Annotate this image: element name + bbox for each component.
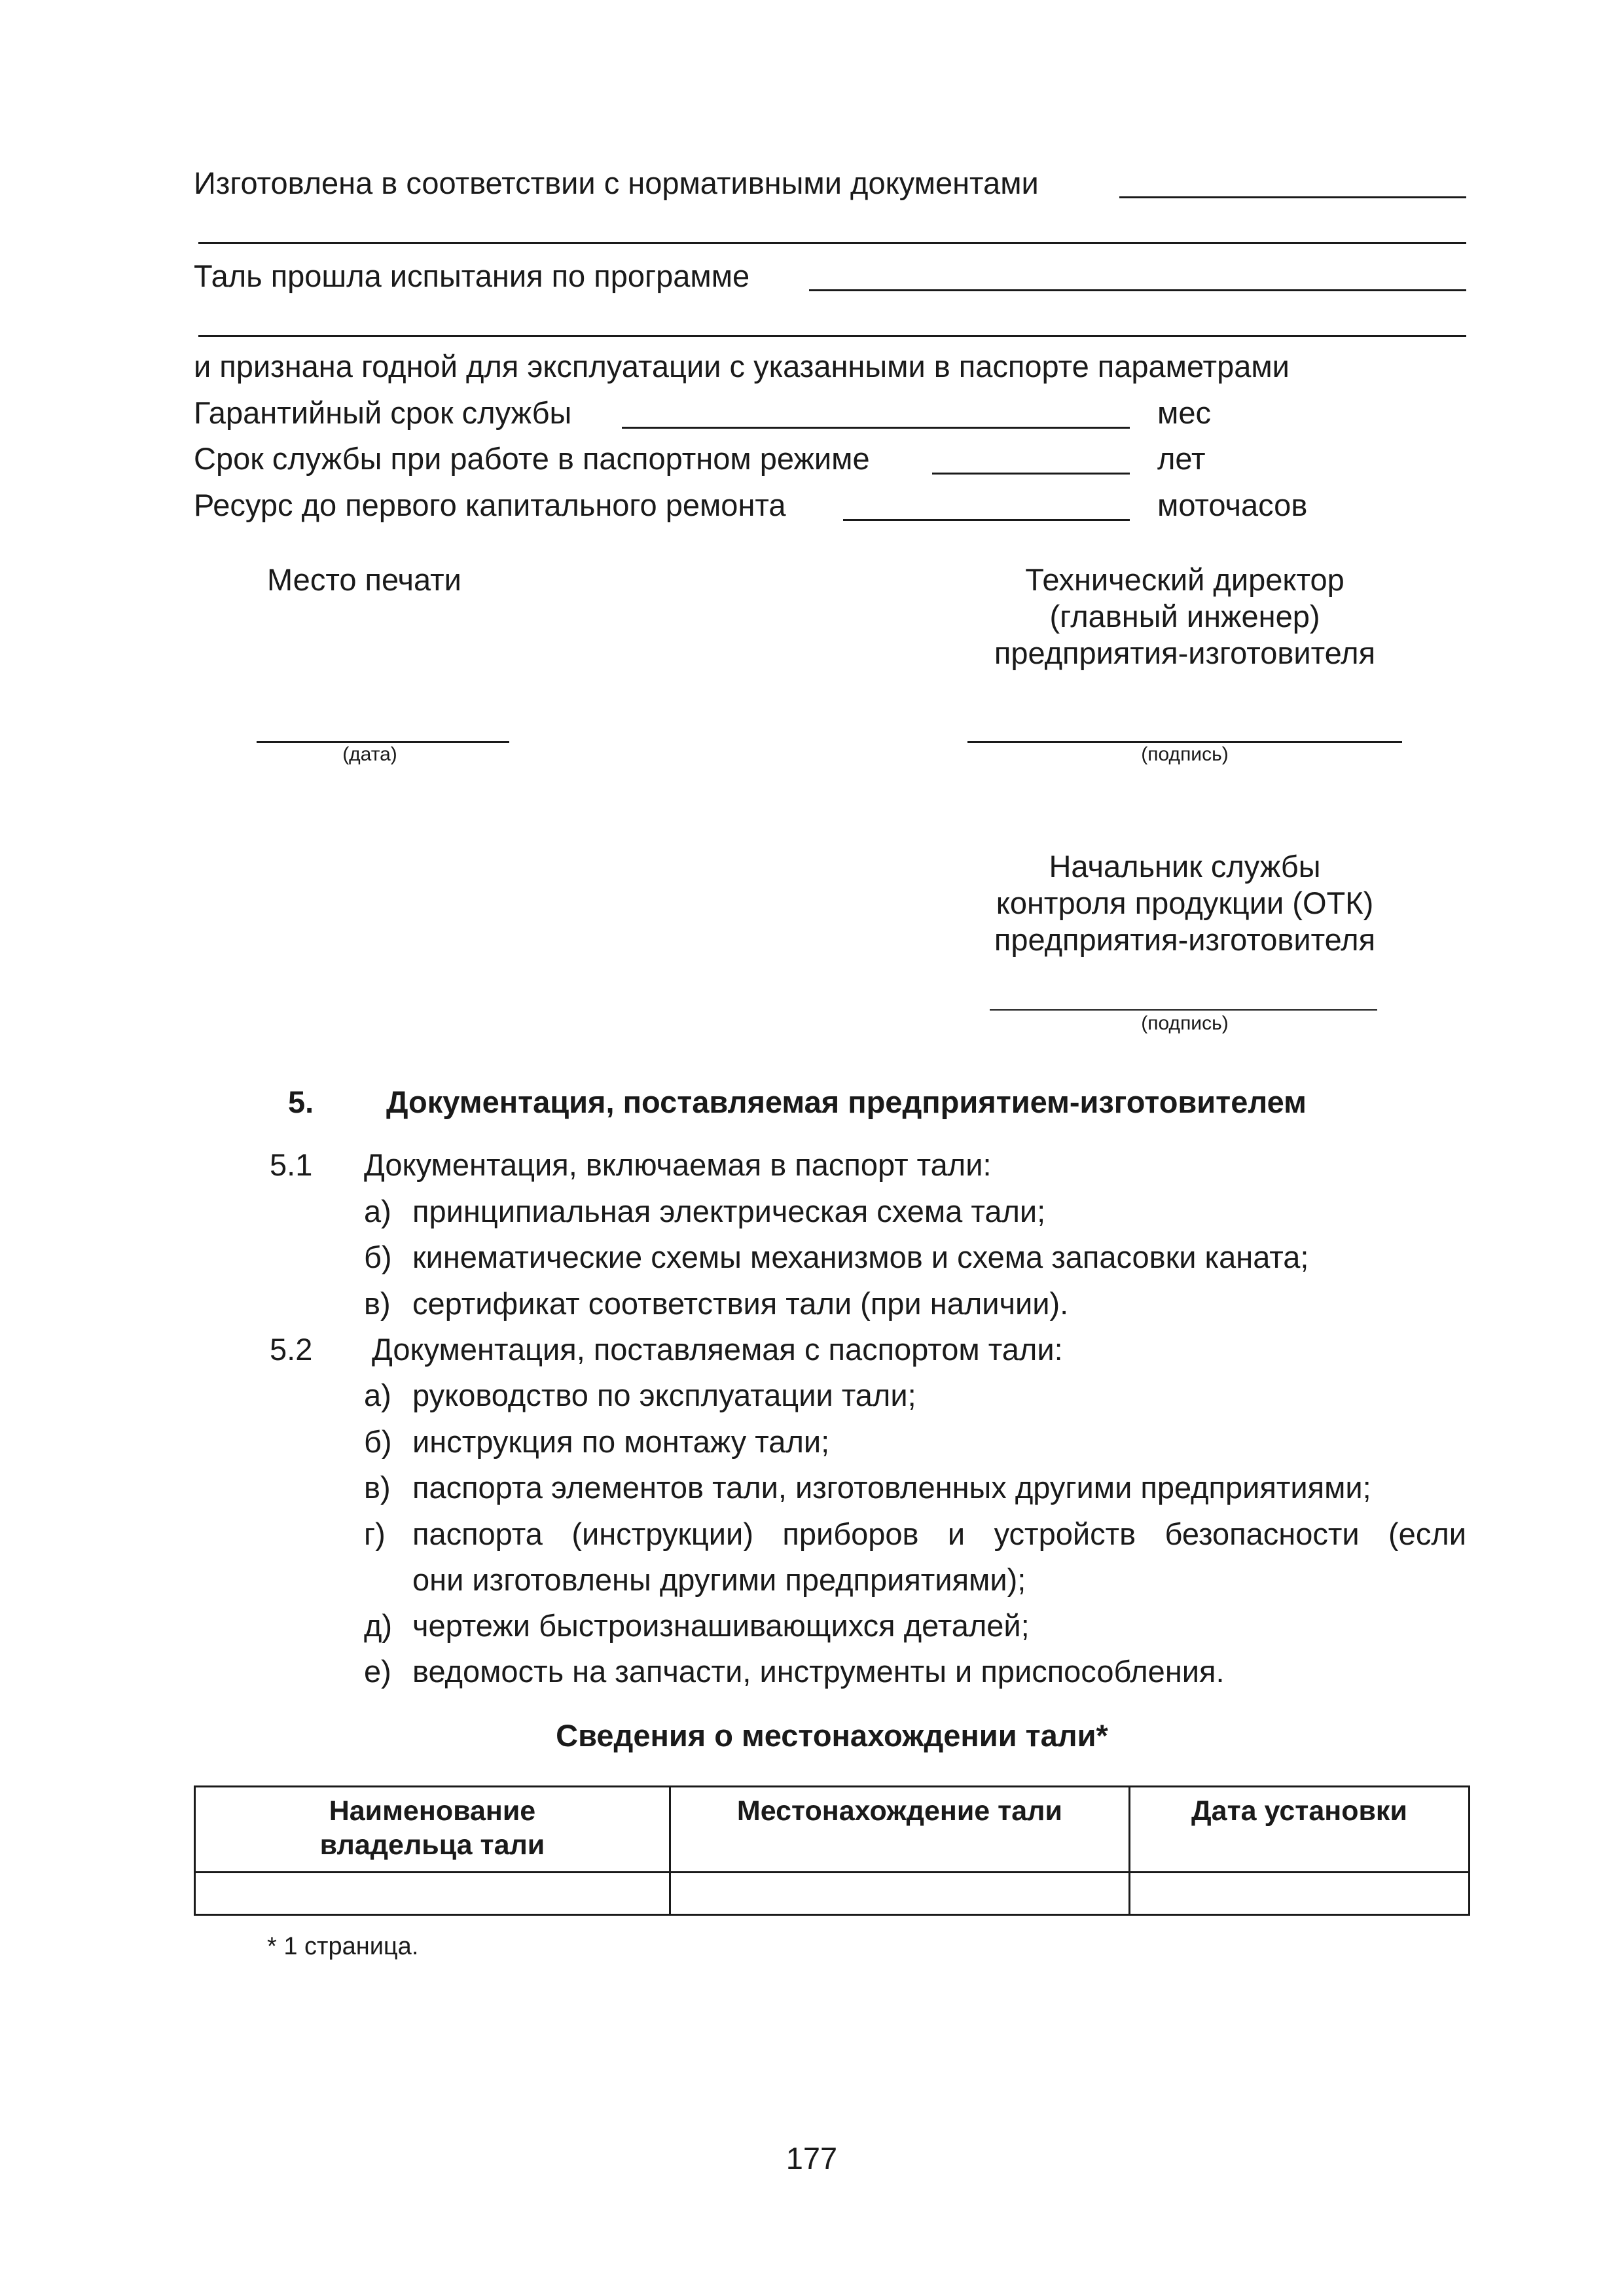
- tech-director-line-2: (главный инженер): [1049, 599, 1320, 634]
- test-program-field-continued[interactable]: [198, 335, 1466, 337]
- list-marker: б): [364, 1424, 392, 1459]
- column-header-location: Местонахождение тали: [670, 1787, 1129, 1873]
- subsection-5-2-title: Документация, поставляемая с паспортом тали:: [372, 1332, 1063, 1367]
- column-header-owner: Наименование владельца тали: [195, 1787, 670, 1873]
- list-marker: г): [364, 1516, 386, 1551]
- list-item: принципиальная электрическая схема тали;: [412, 1194, 1046, 1229]
- list-item: сертификат соответствия тали (при наличии).: [412, 1286, 1069, 1321]
- footnote: * 1 страница.: [267, 1933, 419, 1960]
- manufactured-label: Изготовлена в соответствии с нормативными документами: [194, 166, 1039, 200]
- list-item: паспорта (инструкции) приборов и устройств безопасности (если: [412, 1516, 1466, 1551]
- tech-director-signature-caption: (подпись): [1141, 744, 1229, 765]
- list-marker: д): [364, 1608, 393, 1643]
- list-item-continued: они изготовлены другими предприятиями);: [412, 1562, 1026, 1597]
- list-item: ведомость на запчасти, инструменты и приспособления.: [412, 1654, 1225, 1689]
- resource-unit: моточасов: [1157, 488, 1308, 522]
- service-life-field[interactable]: [932, 473, 1130, 475]
- section-number: 5.: [288, 1085, 314, 1119]
- tested-label: Таль прошла испытания по программе: [194, 259, 750, 293]
- list-marker: в): [364, 1470, 391, 1505]
- table-header-row: [195, 1787, 1470, 1873]
- qc-head-line-3: предприятия-изготовителя: [994, 922, 1376, 957]
- qc-head-line-2: контроля продукции (ОТК): [996, 886, 1374, 920]
- service-life-label: Срок службы при работе в паспортном режиме: [194, 441, 870, 476]
- list-item: руководство по эксплуатации тали;: [412, 1378, 916, 1412]
- manufactured-docs-field[interactable]: [1119, 196, 1466, 198]
- tech-director-line-3: предприятия-изготовителя: [994, 636, 1376, 670]
- tech-director-line-1: Технический директор: [1025, 562, 1344, 597]
- list-item: кинематические схемы механизмов и схема запасовки каната;: [412, 1240, 1309, 1274]
- qc-signature-caption: (подпись): [1141, 1013, 1229, 1034]
- list-item: инструкция по монтажу тали;: [412, 1424, 830, 1459]
- tech-director-title: [949, 562, 1420, 672]
- warranty-field[interactable]: [622, 427, 1130, 429]
- test-program-field[interactable]: [809, 289, 1466, 291]
- table-cell-owner[interactable]: [195, 1873, 670, 1915]
- date-caption: (дата): [342, 744, 397, 765]
- list-marker: а): [364, 1378, 391, 1412]
- accepted-text: и признана годной для эксплуатации с указанными в паспорте параметрами: [194, 349, 1290, 384]
- tech-director-signature-field[interactable]: [967, 741, 1402, 743]
- qc-head-line-1: Начальник службы: [1049, 849, 1321, 884]
- list-marker: б): [364, 1240, 392, 1274]
- resource-label: Ресурс до первого капитального ремонта: [194, 488, 786, 522]
- list-item: чертежи быстроизнашивающихся деталей;: [412, 1608, 1030, 1643]
- list-marker: а): [364, 1194, 391, 1229]
- warranty-unit: мес: [1157, 395, 1211, 430]
- list-marker: е): [364, 1654, 391, 1689]
- seal-label: Место печати: [267, 562, 461, 597]
- subsection-5-1-number: 5.1: [270, 1147, 313, 1182]
- section-title: Документация, поставляемая предприятием-изготовителем: [386, 1085, 1307, 1119]
- date-field[interactable]: [257, 741, 509, 743]
- resource-field[interactable]: [843, 519, 1130, 521]
- subsection-5-1-title: Документация, включаемая в паспорт тали:: [364, 1147, 992, 1182]
- warranty-label: Гарантийный срок службы: [194, 395, 572, 430]
- page-number: 177: [785, 2141, 838, 2176]
- list-marker: в): [364, 1286, 391, 1321]
- location-table-title: Сведения о местонахождении тали*: [556, 1718, 1108, 1753]
- table-cell-location[interactable]: [670, 1873, 1129, 1915]
- list-item: паспорта элементов тали, изготовленных другими предприятиями;: [412, 1470, 1371, 1505]
- service-life-unit: лет: [1157, 441, 1206, 476]
- table-row: [195, 1873, 1470, 1915]
- table-cell-install-date[interactable]: [1129, 1873, 1469, 1915]
- manufactured-docs-field-continued[interactable]: [198, 242, 1466, 244]
- qc-head-title: [949, 848, 1420, 958]
- qc-signature-field[interactable]: [990, 1009, 1377, 1011]
- subsection-5-2-number: 5.2: [270, 1332, 313, 1367]
- column-header-install-date: Дата установки: [1129, 1787, 1469, 1873]
- location-table: [194, 1785, 1470, 1916]
